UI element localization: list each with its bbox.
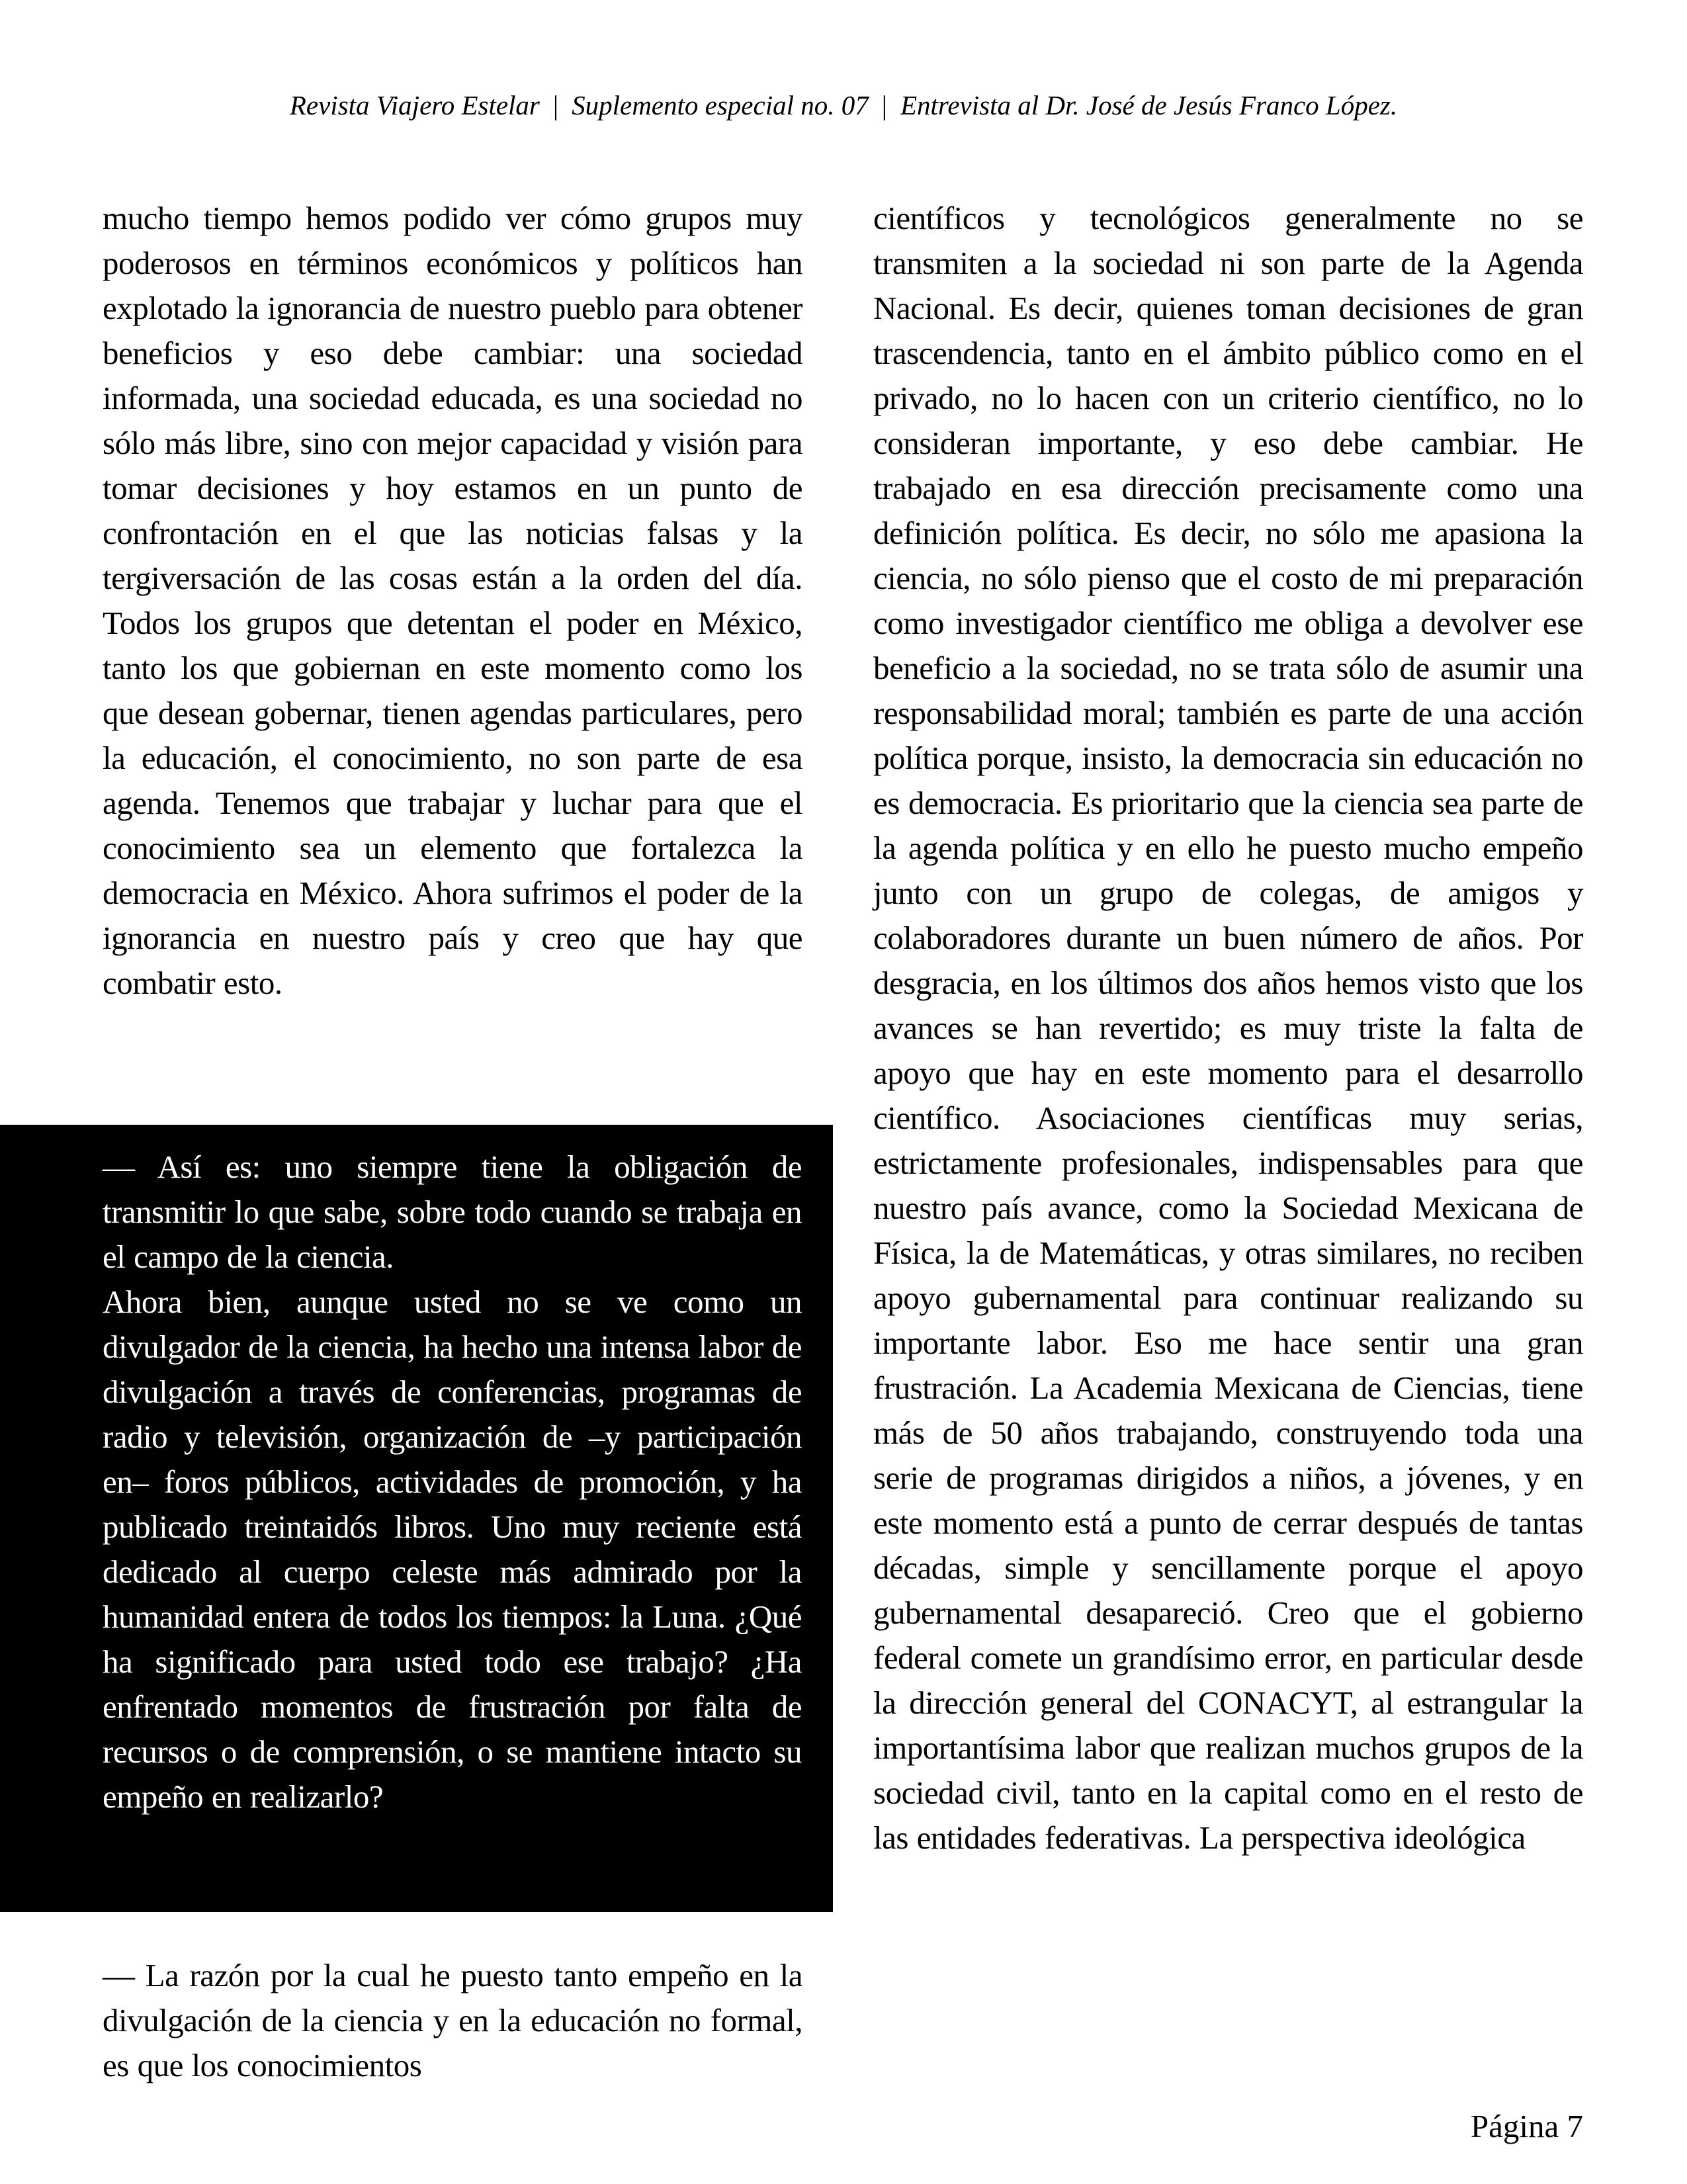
- answer-paragraph-continued: mucho tiempo hemos podido ver cómo grupos muy poderosos en términos económicos y políticos han explotado la ignorancia de nuestro pueblo para obtener beneficios y eso debe cambiar: una sociedad informada, una sociedad educada, es una sociedad no sólo más libre, sino con mejor capacidad y visión para tomar decisiones y hoy estamos en un punto de confrontación en el que las noticias falsas y la tergiversación de las cosas están a la orden del día. Todos los grupos que detentan el poder en México, tanto los que gobiernan en este momento como los que desean gobernar, tienen agendas particulares, pero la educación, el conocimiento, no son parte de esa agenda. Tenemos que trabajar y luchar para que el conocimiento sea un elemento que fortalezca la democracia en México. Ahora sufrimos el poder de la ignorancia en nuestro país y creo que hay que combatir esto.: [103, 200, 802, 1001]
- page-header: [0, 89, 1687, 122]
- answer-start-paragraph: — La razón por la cual he puesto tanto empeño en la divulgación de la ciencia y en la educación no formal, es que los conocimientos: [103, 1957, 802, 2083]
- header-separator: |: [881, 90, 887, 120]
- answer-start-paragraph-wrap: [103, 1953, 802, 2088]
- answer-continuation-paragraph: científicos y tecnológicos generalmente no se transmiten a la sociedad ni son parte de la Agenda Nacional. Es decir, quienes toman decisiones de gran trascendencia, tanto en el ámbito público como en el privado, no lo hacen con un criterio científico, no lo consideran importante, y eso debe cambiar. He trabajado en esa dirección precisamente como una definición política. Es decir, no sólo me apasiona la ciencia, no sólo pienso que el costo de mi preparación como investigador científico me obliga a devolver ese beneficio a la sociedad, no se trata sólo de asumir una responsabilidad moral; también es parte de una acción política porque, insisto, la democracia sin educación no es democracia. Es prioritario que la ciencia sea parte de la agenda política y en ello he puesto mucho empeño junto con un grupo de colegas, de amigos y colaboradores durante un buen número de años. Por desgracia, en los últimos dos años hemos visto que los avances se han revertido; es muy triste la falta de apoyo que hay en este momento para el desarrollo científico. Asociaciones científicas muy serias, estrictamente profesionales, indispensables para que nuestro país avance, como la Sociedad Mexicana de Física, la de Matemáticas, y otras similares, no reciben apoyo gubernamental para continuar realizando su importante labor. Eso me hace sentir una gran frustración. La Academia Mexicana de Ciencias, tiene más de 50 años trabajando, construyendo toda una serie de programas dirigidos a niños, a jóvenes, y en este momento está a punto de cerrar después de tantas décadas, simple y sencillamente porque el apoyo gubernamental desapareció. Creo que el gobierno federal comete un grandísimo error, en particular desde la dirección general del CONACYT, al estrangular la importantísima labor que realizan muchos grupos de la sociedad civil, tanto en la capital como en el resto de las entidades federativas. La perspectiva ideológica: [873, 200, 1583, 1856]
- left-column: [103, 196, 802, 1006]
- page-number: Página 7: [1470, 2108, 1583, 2144]
- question-paragraph-2: Ahora bien, aunque usted no se ve como un divulgador de la ciencia, ha hecho una intensa labor de divulgación a través de conferencias, programas de radio y televisión, organización de –y participación en– foros públicos, actividades de promoción, y ha publicado treintaidós libros. Uno muy reciente está dedicado al cuerpo celeste más admirado por la humanidad entera de todos los tiempos: la Luna. ¿Qué ha significado para usted todo ese trabajo? ¿Ha enfrentado momentos de frustración por falta de recursos o de comprensión, o se mantiene intacto su empeño en realizarlo?: [103, 1284, 802, 1815]
- header-publication-title: Revista Viajero Estelar: [289, 90, 540, 120]
- header-article-title: Entrevista al Dr. José de Jesús Franco López.: [900, 90, 1398, 120]
- header-supplement-label: Suplemento especial no. 07: [572, 90, 869, 120]
- header-separator: |: [552, 90, 559, 120]
- interviewer-question-block: [0, 1125, 833, 1912]
- right-column: [873, 196, 1583, 1860]
- question-paragraph-1: — Así es: uno siempre tiene la obligación de transmitir lo que sabe, sobre todo cuando se trabaja en el campo de la ciencia.: [103, 1149, 802, 1275]
